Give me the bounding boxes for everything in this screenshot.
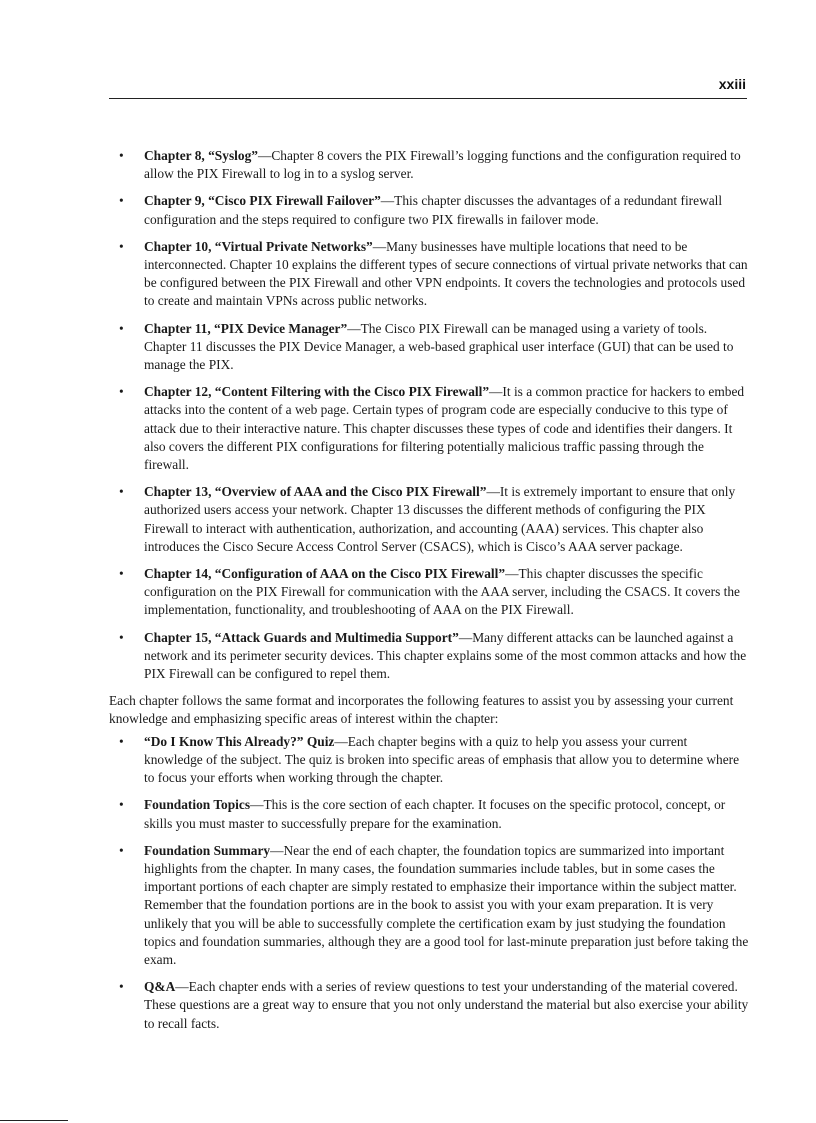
chapter-item [109,383,749,474]
chapter-description: —The Cisco PIX Firewall can be managed using a variety of tools. Chapter 11 discusses the PIX Device Manager, a web-based graphical user interface (GUI) that can be used to manage the PIX. [144,320,734,373]
feature-item [109,842,749,969]
page-content [109,147,749,1042]
chapter-list [109,147,749,683]
feature-item [109,796,749,832]
chapter-description: —Many businesses have multiple locations that need to be interconnected. Chapter 10 explains the different types of secure connections of virtual private networks that can be configured between the PIX Firewall and other VPN endpoints. It covers the technologies and protocols used to create and maintain VPNs across public networks. [144,238,748,309]
chapter-item [109,629,749,684]
header-rule [109,98,747,99]
chapter-title: Chapter 8, “Syslog” [144,148,258,163]
feature-description: —Near the end of each chapter, the foundation topics are summarized into important highlights from the chapter. In many cases, the foundation summaries include tables, but in some cases the important portions of each chapter are simply restated to emphasize their importance within the subject matter. Remember that the foundation portions are in the book to assist you with your exam preparation. It is very unlikely that you will be able to successfully complete the certification exam by just studying the foundation topics and foundation summaries, although they are a good tool for last-minute preparation just before taking the exam. [144,842,749,967]
chapter-description: —This chapter discusses the advantages of a redundant firewall configuration and the steps required to configure two PIX firewalls in failover mode. [144,193,723,227]
feature-item [109,733,749,788]
chapter-item [109,483,749,556]
chapter-item [109,192,749,228]
feature-title: Foundation Summary [144,842,271,858]
feature-description: —Each chapter ends with a series of review questions to test your understanding of the material covered. These questions are a great way to ensure that you not only understand the material but also exercise your ability to recall facts. [144,979,749,1031]
footer-rule [0,1120,68,1121]
chapter-description: —This chapter discusses the specific configuration on the PIX Firewall for communication with the AAA server, including the CSACS. It covers the implementation, functionality, and troubleshooting of AAA on the PIX Firewall. [144,566,740,618]
chapter-title: Chapter 11, “PIX Device Manager” [144,320,348,336]
feature-item [109,978,749,1033]
feature-description: —Each chapter begins with a quiz to help you assess your current knowledge of the subject. The quiz is broken into specific areas of emphasis that allow you to determine where to focus your efforts when working through the chapter. [144,733,740,786]
chapter-description: —Chapter 8 covers the PIX Firewall’s logging functions and the configuration required to allow the PIX Firewall to log in to a syslog server. [144,148,741,182]
chapter-title: Chapter 10, “Virtual Private Networks” [144,238,373,254]
chapter-description: —It is a common practice for hackers to embed attacks into the content of a web page. Certain types of program code are especially conducive to this type of attack due to their interactive nature. This chapter discusses these types of code and identifies their dangers. It also covers the different PIX configurations for filtering potentially malicious traffic passing through the firewall. [144,384,745,473]
feature-description: —This is the core section of each chapter. It focuses on the specific protocol, concept, or skills you must master to successfully prepare for the examination. [144,797,726,831]
chapter-item [109,147,749,183]
chapter-item [109,320,749,375]
chapter-item [109,238,749,311]
chapter-title: Chapter 13, “Overview of AAA and the Cisco PIX Firewall” [144,484,487,500]
intro-paragraph: Each chapter follows the same format and incorporates the following features to assist you by assessing your current knowledge and emphasizing specific areas of interest within the chapter: [109,693,734,727]
feature-title: Q&A [144,979,176,995]
chapter-description: —It is extremely important to ensure that only authorized users access your network. Chapter 13 discusses the different methods of configuring the PIX Firewall to interact with authentication, authorization, and accounting (AAA) services. This chapter also introduces the Cisco Secure Access Control Server (CSACS), which is Cisco’s AAA server package. [144,484,736,554]
chapter-title: Chapter 12, “Content Filtering with the Cisco PIX Firewall” [144,384,490,400]
feature-title: Foundation Topics [144,797,251,813]
chapter-item [109,565,749,620]
chapter-title: Chapter 9, “Cisco PIX Firewall Failover” [144,193,381,209]
chapter-description: —Many different attacks can be launched against a network and its perimeter security devices. This chapter explains some of the most common attacks and how the PIX Firewall can be configured to repel them. [144,629,747,682]
page-number: xxiii [718,76,746,92]
chapter-title: Chapter 14, “Configuration of AAA on the Cisco PIX Firewall” [144,566,506,582]
chapter-title: Chapter 15, “Attack Guards and Multimedia Support” [144,629,459,645]
feature-list [109,733,749,1033]
feature-title: “Do I Know This Already?” Quiz [144,733,335,749]
